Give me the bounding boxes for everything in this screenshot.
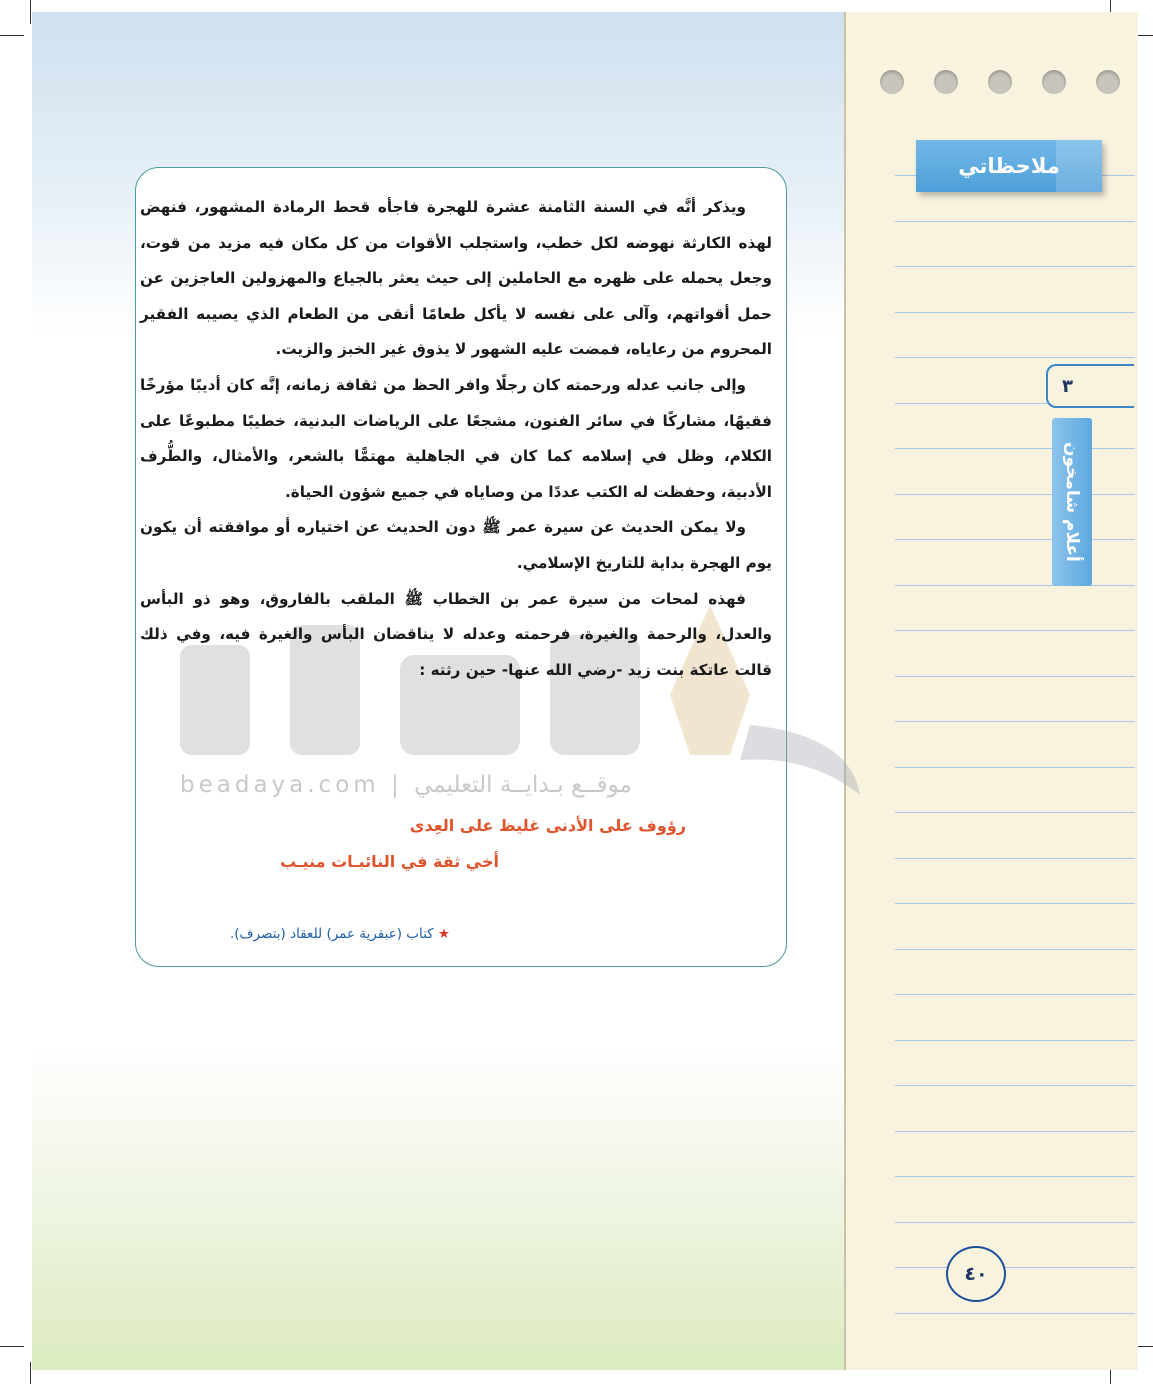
notes-title-text: ملاحظاتي	[958, 154, 1060, 178]
binder-hole-icon	[1096, 70, 1120, 94]
notes-line	[895, 448, 1135, 449]
notes-tab-stripe	[1056, 140, 1102, 192]
notes-line	[895, 767, 1135, 768]
article-paragraph: ولا يمكن الحديث عن سيرة عمر ﷺ دون الحديث عن اختياره أو موافقته أن يكون يوم الهجرة بداية للتاريخ الإسلامي.	[140, 518, 772, 572]
article-body	[140, 190, 772, 688]
notes-line	[895, 812, 1135, 813]
notes-line	[895, 630, 1135, 631]
notes-line	[895, 312, 1135, 313]
crop-mark	[0, 35, 24, 36]
notes-line	[895, 266, 1135, 267]
crop-mark	[0, 1346, 24, 1347]
notes-line	[895, 903, 1135, 904]
binder-hole-icon	[988, 70, 1012, 94]
source-text: كتاب (عبقرية عمر) للعقاد (بتصرف).	[230, 926, 434, 942]
source-note	[160, 926, 450, 942]
unit-title: أعلام شامخون	[1062, 442, 1082, 562]
notes-line	[895, 721, 1135, 722]
article-paragraph: فهذه لمحات من سيرة عمر بن الخطاب ﷺ الملقب بالفاروق، وهو ذو البأس والعدل، والرحمة والغيرة، فرحمته وعدله لا يناقضان البأس والغيرة فيه، وفي ذلك قالت عاتكة بنت زيد -رضي الله عنها- حين رثته :	[140, 589, 772, 679]
notes-line	[895, 357, 1135, 358]
article-paragraph: ويذكر أنَّه في السنة الثامنة عشرة للهجرة فاجأه قحط الرمادة المشهور، فنهض لهذه الكارثة نهوضه لكل خطب، واستجلب الأقوات من كل مكان فيه مزيد من قوت، وجعل يحمله على ظهره مع الحاملين إلى حيث يعثر بالجياع والمهزولين العاجزين عن حمل أقواتهم، وآلى على نفسه لا يأكل طعامًا أنقى من الطعام الذي يصيبه الفقير المحروم من رعاياه، فمضت عليه الشهور لا يذوق غير الخبز والزيت.	[140, 198, 772, 359]
binder-hole-icon	[934, 70, 958, 94]
crop-mark	[30, 0, 31, 24]
notes-line	[895, 1267, 1135, 1268]
binder-hole-icon	[1042, 70, 1066, 94]
binder-hole-icon	[880, 70, 904, 94]
page-number	[946, 1246, 1006, 1302]
notes-panel	[844, 12, 1138, 1370]
notes-line	[895, 1313, 1135, 1314]
notes-line	[895, 221, 1135, 222]
notes-line	[895, 494, 1135, 495]
notes-line	[895, 1176, 1135, 1177]
notes-line	[895, 1131, 1135, 1132]
article-paragraph: وإلى جانب عدله ورحمته كان رجلًا وافر الحظ من ثقافة زمانه، إنَّه كان أديبًا مؤرخًا فقيهًا، مشاركًا في سائر الفنون، مشجعًا على الرياضات البدنية، خطيبًا مطبوعًا على الكلام، وظل في إسلامه كما كان في الجاهلية مهتمًّا بالشعر، والأمثال، والطُّرف الأدبية، وحفظت له الكتب عددًا من وصاياه في جميع شؤون الحياة.	[140, 375, 772, 501]
notes-line	[895, 676, 1135, 677]
notes-line	[895, 1222, 1135, 1223]
notes-line	[895, 1040, 1135, 1041]
unit-title-label	[1052, 418, 1092, 586]
notes-line	[895, 994, 1135, 995]
notes-line	[895, 949, 1135, 950]
poem-line-1: رؤوف على الأدنى غليظ على العِدى	[409, 816, 686, 835]
unit-number-badge	[1046, 364, 1134, 408]
notes-line	[895, 585, 1135, 586]
notes-line	[895, 858, 1135, 859]
page-number-text: ٤٠	[964, 1263, 988, 1285]
notes-line	[895, 1085, 1135, 1086]
unit-number: ٣	[1062, 375, 1073, 397]
crop-mark	[30, 1362, 31, 1384]
star-icon: ★	[437, 926, 450, 942]
poem-line-2: أخي ثقة في النائبـات منيـب	[280, 852, 499, 871]
watermark-text: beadaya.com | موقــع بـدايــة التعليمي	[180, 772, 632, 798]
notes-line	[895, 539, 1135, 540]
